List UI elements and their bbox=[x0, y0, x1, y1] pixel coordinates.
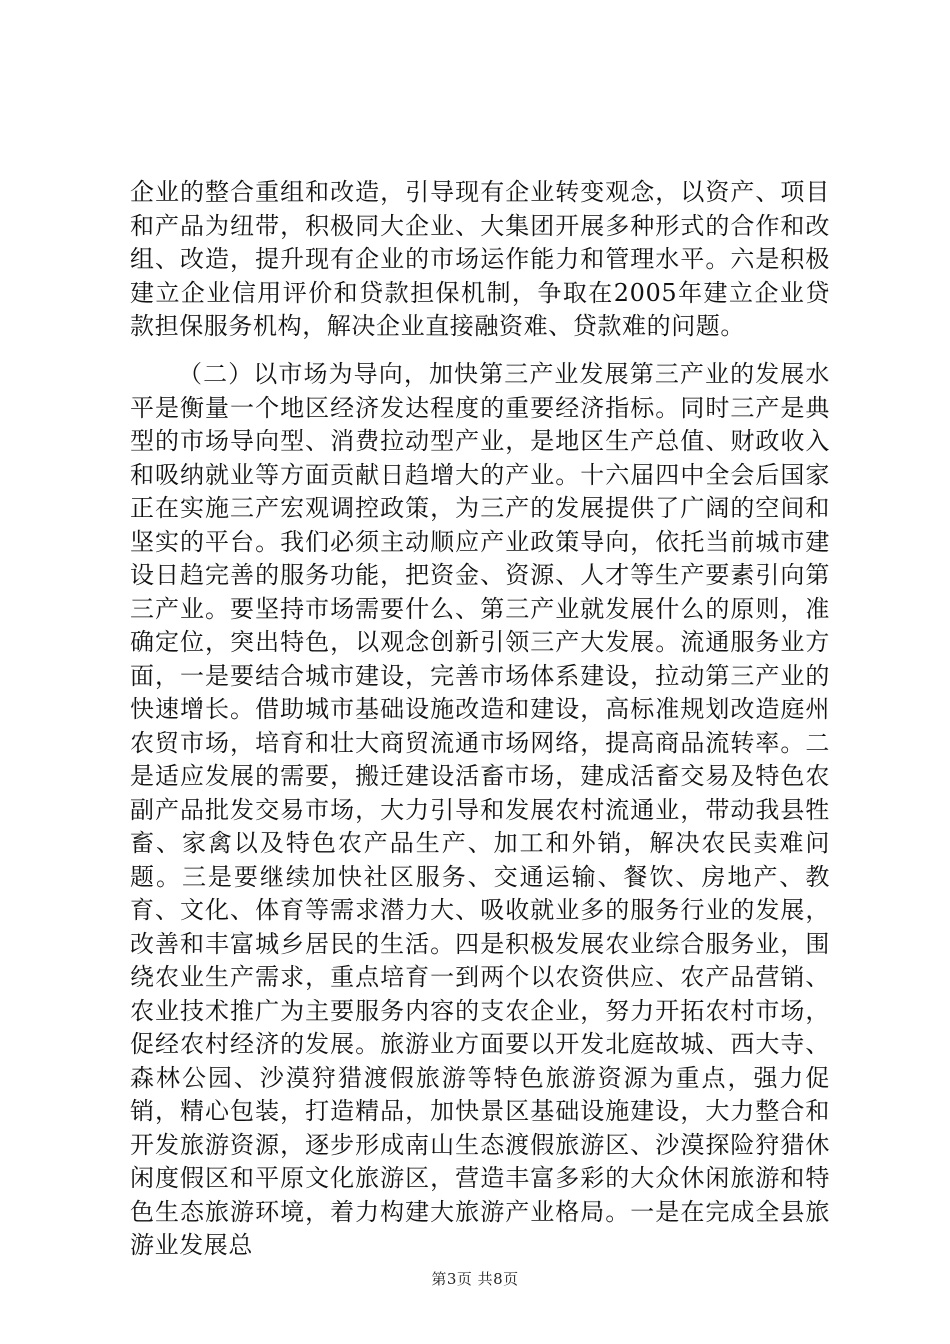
body-paragraph-1: 企业的整合重组和改造，引导现有企业转变观念，以资产、项目和产品为纽带，积极同大企业、大集团开展多种形式的合作和改组、改造，提升现有企业的市场运作能力和管理水平。六是积极建立企业信用评价和贷款担保机制，争取在2005年建立企业贷款担保服务机构，解决企业直接融资难、贷款难的问题。 bbox=[130, 178, 830, 340]
page-number-footer: 第3页 共8页 bbox=[431, 1270, 519, 1288]
body-paragraph-2: （二）以市场为导向，加快第三产业发展第三产业的发展水平是衡量一个地区经济发达程度的重要经济指标。同时三产是典型的市场导向型、消费拉动型产业，是地区生产总值、财政收入和吸纳就业等方面贡献日趋增大的产业。十六届四中全会后国家正在实施三产宏观调控政策，为三产的发展提供了广阔的空间和坚实的平台。我们必须主动顺应产业政策导向，依托当前城市建设日趋完善的服务功能，把资金、资源、人才等生产要素引向第三产业。要坚持市场需要什么、第三产业就发展什么的原则，准确定位，突出特色，以观念创新引领三产大发展。流通服务业方面，一是要结合城市建设，完善市场体系建设，拉动第三产业的快速增长。借助城市基础设施改造和建设，高标准规划改造庭州农贸市场，培育和壮大商贸流通市场网络，提高商品流转率。二是适应发展的需要，搬迁建设活畜市场，建成活畜交易及特色农副产品批发交易市场，大力引导和发展农村流通业，带动我县牲畜、家禽以及特色农产品生产、加工和外销，解决农民卖难问题。三是要继续加快社区服务、交通运输、餐饮、房地产、教育、文化、体育等需求潜力大、吸收就业多的服务行业的发展，改善和丰富城乡居民的生活。四是积极发展农业综合服务业，围绕农业生产需求，重点培育一到两个以农资供应、农产品营销、农业技术推广为主要服务内容的支农企业，努力开拓农村市场，促经农村经济的发展。旅游业方面要以开发北庭故城、西大寺、森林公园、沙漠狩猎渡假旅游等特色旅游资源为重点，强力促销，精心包装，打造精品，加快景区基础设施建设，大力整合和开发旅游资源，逐步形成南山生态渡假旅游区、沙漠探险狩猎休闲度假区和平原文化旅游区，营造丰富多彩的大众休闲旅游和特色生态旅游环境，着力构建大旅游产业格局。一是在完成全县旅游业发展总 bbox=[130, 360, 830, 1259]
